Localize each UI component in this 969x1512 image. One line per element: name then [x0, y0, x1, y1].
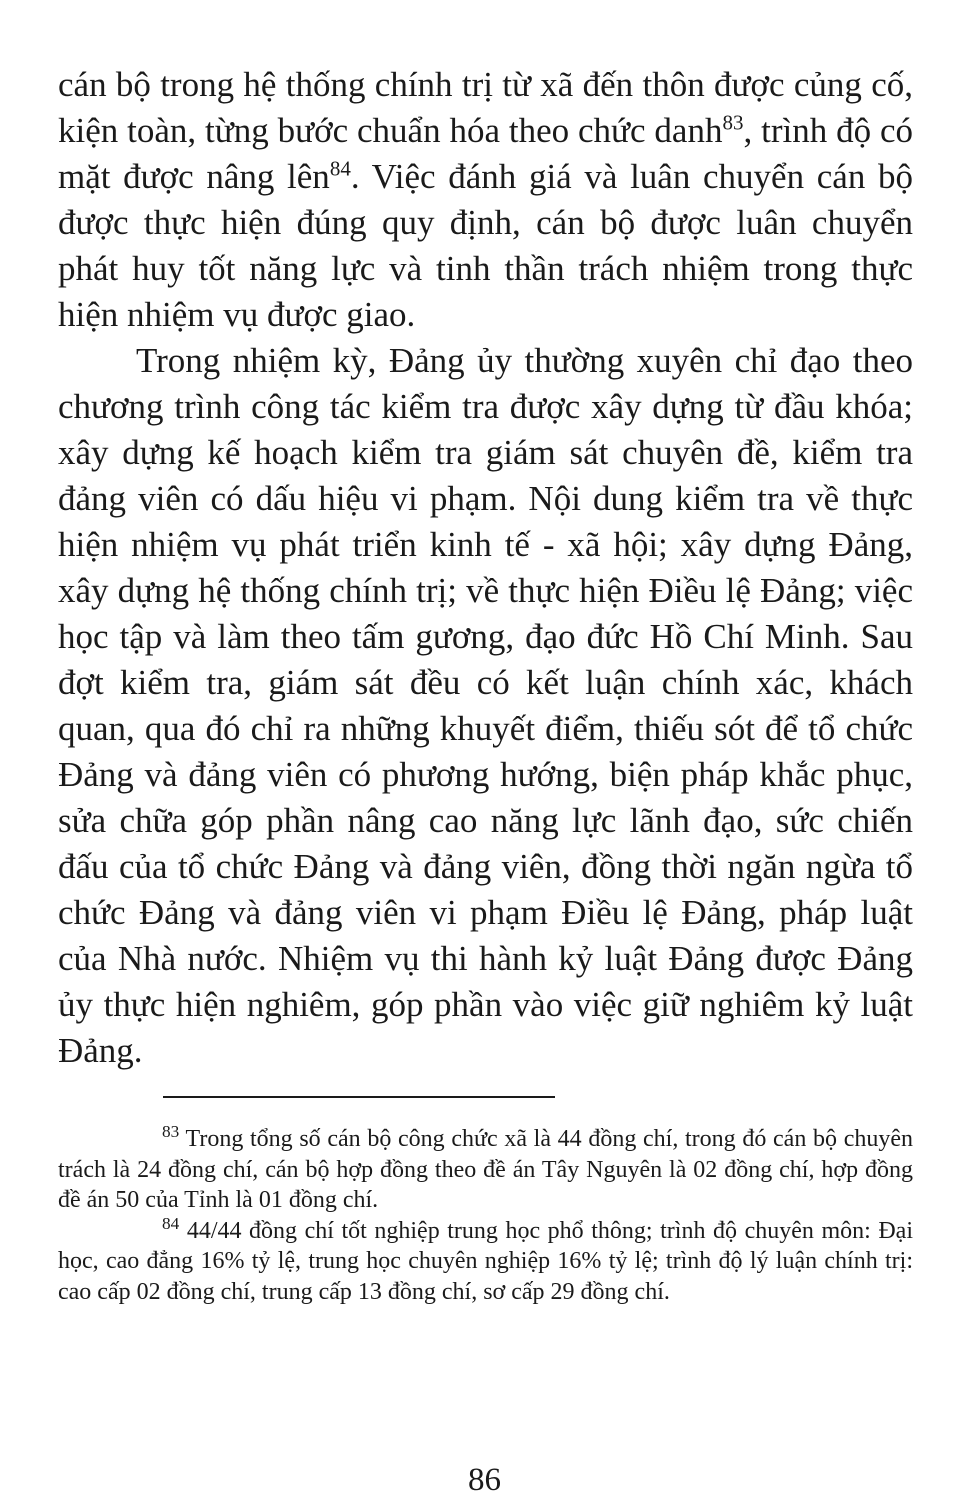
paragraph-1-text-a: cán bộ trong hệ thống chính trị từ xã đến thôn được củng cố, kiện toàn, từng bước chuẩn hóa theo chức danh	[58, 65, 913, 150]
paragraph-1-text-b: , trình độ có mặt được nâng lên	[58, 111, 913, 196]
footnotes	[58, 1124, 913, 1307]
footnote-84	[58, 1213, 913, 1308]
footnote-number: 84	[162, 1213, 180, 1233]
footnote-ref-83: 83	[722, 110, 744, 135]
footnote-83	[58, 1124, 913, 1216]
footnote-ref-84: 84	[329, 156, 351, 181]
body-paragraph-1	[58, 62, 913, 338]
body-paragraph-2: Trong nhiệm kỳ, Đảng ủy thường xuyên chỉ đạo theo chương trình công tác kiểm tra được xây dựng từ đầu khóa; xây dựng kế hoạch kiểm tra giám sát chuyên đề, kiểm tra đảng viên có dấu hiệu vi phạm. Nội dung kiểm tra về thực hiện nhiệm vụ phát triển kinh tế - xã hội; xây dựng Đảng, xây dựng hệ thống chính trị; về thực hiện Điều lệ Đảng; việc học tập và làm theo tấm gương, đạo đức Hồ Chí Minh. Sau đợt kiểm tra, giám sát đều có kết luận chính xác, khách quan, qua đó chỉ ra những khuyết điểm, thiếu sót để tổ chức Đảng và đảng viên có phương hướng, biện pháp khắc phục, sửa chữa góp phần nâng cao năng lực lãnh đạo, sức chiến đấu của tổ chức Đảng và đảng viên, đồng thời ngăn ngừa tổ chức Đảng và đảng viên vi phạm Điều lệ Đảng, pháp luật của Nhà nước. Nhiệm vụ thi hành kỷ luật Đảng được Đảng ủy thực hiện nghiêm, góp phần vào việc giữ nghiêm kỷ luật Đảng.	[58, 341, 913, 1070]
paragraph-1-text-c: . Việc đánh giá và luân chuyển cán bộ được thực hiện đúng quy định, cán bộ được luân chuyển phát huy tốt năng lực và tinh thần trách nhiệm trong thực hiện nhiệm vụ được giao.	[58, 157, 913, 334]
footnote-separator	[163, 1096, 555, 1098]
page-number: 86	[468, 1462, 501, 1498]
book-page	[58, 62, 913, 1307]
footnote-text: 44/44 đồng chí tốt nghiệp trung học phổ thông; trình độ chuyên môn: Đại học, cao đẳng 16% tỷ lệ, trung học chuyên nghiệp 16% tỷ lệ; trình độ lý luận chính trị: cao cấp 02 đồng chí, trung cấp 13 đồng chí, sơ cấp 29 đồng chí.	[58, 1217, 913, 1305]
footnote-number: 83	[162, 1122, 180, 1141]
footnote-text: Trong tổng số cán bộ công chức xã là 44 đồng chí, trong đó cán bộ chuyên trách là 24 đồng chí, cán bộ hợp đồng theo đề án Tây Nguyên là 02 đồng chí, hợp đồng đề án 50 của Tỉnh là 01 đồng chí.	[58, 1126, 913, 1213]
